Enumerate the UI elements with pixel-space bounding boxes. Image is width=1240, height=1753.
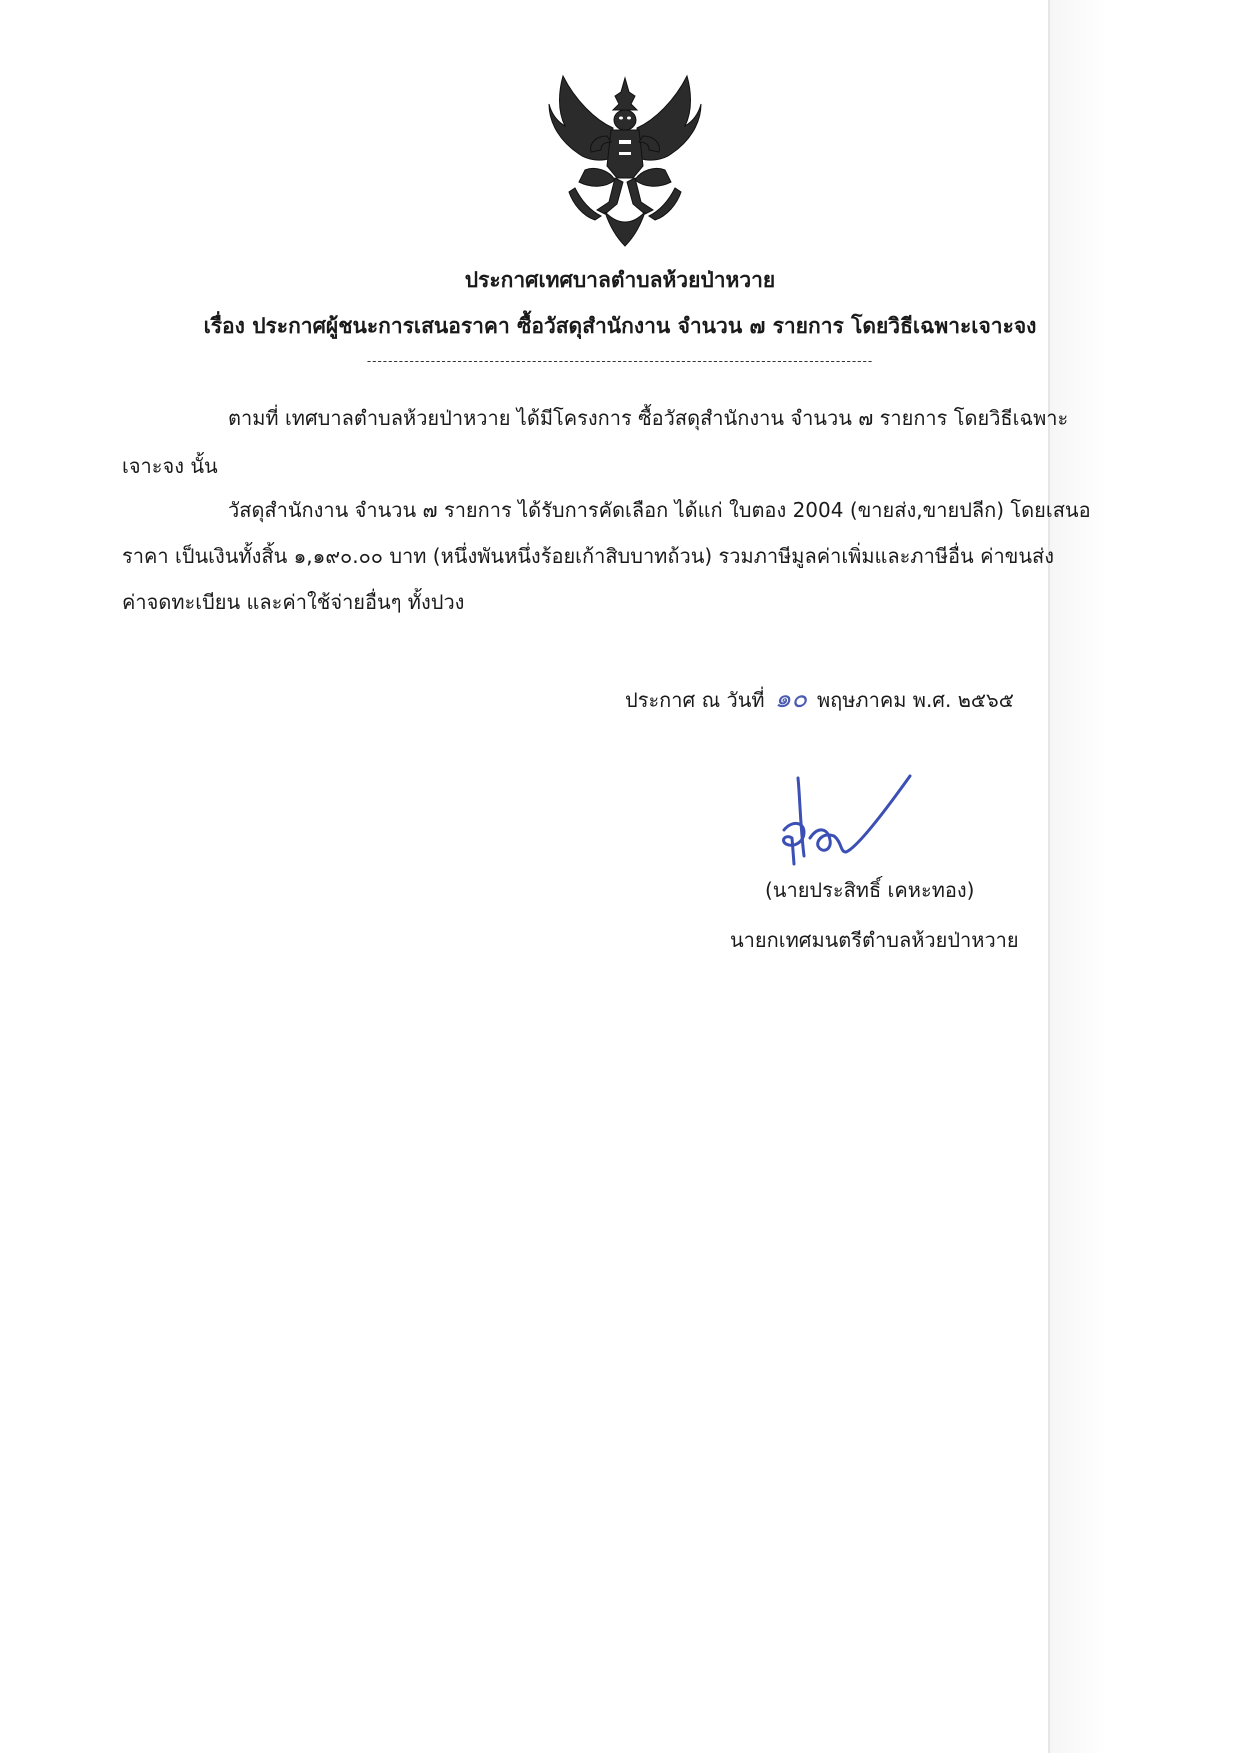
subject-heading: เรื่อง ประกาศผู้ชนะการเสนอราคา ซื้อวัสดุสำนักงาน จำนวน ๗ รายการ โดยวิธีเฉพาะเจาะจง	[203, 314, 1037, 338]
date-prefix: ประกาศ ณ วันที่	[625, 688, 765, 712]
scan-shadow	[1050, 0, 1240, 1753]
signer-name: (นายประสิทธิ์ เคหะทอง)	[765, 878, 975, 902]
organization-heading: ประกาศเทศบาลตำบลห้วยป่าหวาย	[464, 268, 776, 292]
body-line-4: ราคา เป็นเงินทั้งสิ้น ๑,๑๙๐.๐๐ บาท (หนึ่งพันหนึ่งร้อยเก้าสิบบาทถ้วน) รวมภาษีมูลค่าเพิ่มและภาษีอื่น ค่าขนส่ง	[122, 544, 1054, 568]
body-line-5: ค่าจดทะเบียน และค่าใช้จ่ายอื่นๆ ทั้งปวง	[122, 590, 465, 614]
signer-title: นายกเทศมนตรีตำบลห้วยป่าหวาย	[730, 928, 1019, 952]
body-line-1: ตามที่ เทศบาลตำบลห้วยป่าหวาย ได้มีโครงการ ซื้อวัสดุสำนักงาน จำนวน ๗ รายการ โดยวิธีเฉพาะ	[228, 406, 1069, 430]
scan-edge-line	[1048, 0, 1050, 1753]
body-line-3: วัสดุสำนักงาน จำนวน ๗ รายการ ได้รับการคัดเลือก ได้แก่ ใบตอง 2004 (ขายส่ง,ขายปลีก) โดยเสนอ	[228, 498, 1091, 522]
separator-line: -----------------------------------------------------------------------------------------------	[366, 354, 874, 368]
garuda-emblem-icon	[545, 70, 705, 250]
announcement-date	[625, 678, 1014, 719]
handwritten-signature-icon	[770, 768, 920, 878]
body-line-2: เจาะจง นั้น	[122, 454, 218, 478]
date-month-year: พฤษภาคม พ.ศ. ๒๕๖๕	[816, 688, 1014, 712]
handwritten-day: ๑๐	[774, 684, 807, 714]
